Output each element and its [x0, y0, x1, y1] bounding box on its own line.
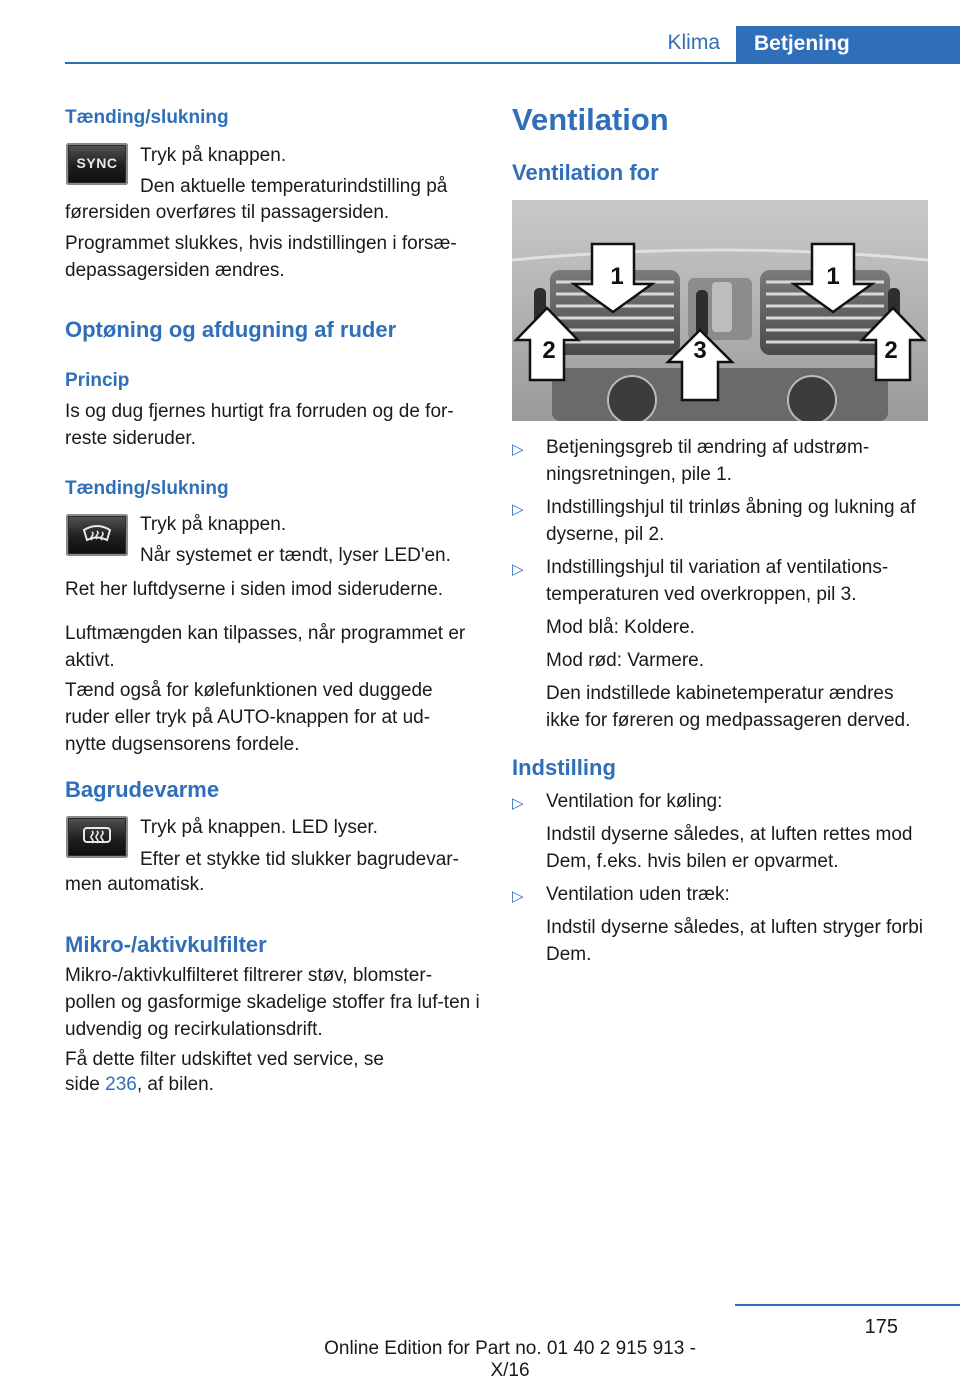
rear-window-defrost-icon: [81, 822, 113, 852]
triangle-bullet-icon: ▷: [512, 441, 524, 458]
figure-label: 2: [884, 337, 898, 364]
triangle-bullet-icon: ▷: [512, 501, 524, 518]
figure-label: 1: [610, 263, 624, 290]
list-item-subtext: Indstil dyserne således, at luften stryger forbi Dem.: [546, 917, 924, 965]
body-text: , af bilen.: [136, 1074, 214, 1095]
body-paragraph: Programmet slukkes, hvis indstillingen i forsæ-depassagersiden ændres.: [65, 233, 457, 281]
rear-window-heat-button-image: [66, 816, 128, 858]
triangle-bullet-icon: ▷: [512, 888, 524, 905]
list-item-text: Ventilation uden træk:: [546, 884, 730, 905]
body-text: men automatisk.: [65, 874, 205, 895]
section-heading: Optøning og afdugning af ruder: [65, 317, 397, 342]
bullet-list: [512, 434, 932, 734]
list-item: [512, 494, 932, 548]
footer-rule: [735, 1304, 960, 1306]
section-subheading: Princip: [65, 370, 130, 391]
section-heading: Indstilling: [512, 755, 616, 780]
list-item-subtext: Mod rød: Varmere.: [546, 650, 705, 671]
footer-edition: Online Edition for Part no. 01 40 2 915 913 - X/16: [324, 1338, 696, 1381]
page-reference-link[interactable]: 236: [105, 1074, 137, 1095]
list-item-subtext: Indstil dyserne således, at luften rettes mod Dem, f.eks. hvis bilen er opvarmet.: [546, 824, 913, 872]
sync-label: SYNC: [76, 155, 118, 171]
list-item: [512, 554, 932, 734]
body-paragraph: Luftmængden kan tilpasses, når programmet er aktivt.: [65, 623, 466, 671]
step-text: Tryk på knappen. LED lyser.: [140, 817, 378, 838]
body-text: Få dette filter udskiftet ved service, se: [65, 1049, 384, 1070]
windshield-defrost-icon: [81, 520, 113, 550]
list-item: [512, 788, 932, 875]
triangle-bullet-icon: ▷: [512, 561, 524, 578]
list-item-text: Indstillingshjul til variation af ventilations-temperaturen ved overkroppen, pil 3.: [546, 557, 889, 605]
figure-label: 2: [542, 337, 556, 364]
figure-label: 1: [826, 263, 840, 290]
body-paragraph: Is og dug fjernes hurtigt fra forruden og de for-reste sideruder.: [65, 401, 454, 449]
list-item-subtext: Den indstillede kabinetemperatur ændres ikke for føreren og medpassageren derved.: [546, 683, 911, 731]
section-subheading: Tænding/slukning: [65, 107, 229, 128]
header-tab-betjening[interactable]: Betjening: [736, 26, 960, 62]
list-item: [512, 881, 932, 968]
defrost-button-image: [66, 514, 128, 556]
body-paragraph: Mikro-/aktivkulfilteret filtrerer støv, blomster-pollen og gasformige skadelige stoffer fra luf-ten i udvendig og recirkulationsdrift.: [65, 965, 480, 1040]
sync-button-image: [66, 143, 128, 185]
section-subheading: Tænding/slukning: [65, 478, 229, 499]
body-text: [65, 1071, 214, 1098]
page-title: Ventilation: [512, 102, 669, 137]
triangle-bullet-icon: ▷: [512, 795, 524, 812]
section-heading: Ventilation for: [512, 160, 659, 185]
list-item-subtext: Mod blå: Koldere.: [546, 617, 695, 638]
step-text: Tryk på knappen.: [140, 514, 287, 535]
list-item-text: Ventilation for køling:: [546, 791, 723, 812]
section-heading: Bagrudevarme: [65, 777, 220, 802]
body-text: Efter et stykke tid slukker bagrudevar-: [140, 849, 459, 870]
list-item: [512, 434, 932, 488]
body-text: førersiden overføres til passagersiden.: [65, 202, 390, 223]
body-text: Den aktuelle temperaturindstilling på: [140, 176, 448, 197]
bullet-list: [512, 788, 932, 968]
list-item-text: Indstillingshjul til trinløs åbning og lukning af dyserne, pil 2.: [546, 497, 916, 545]
figure-label: 3: [693, 337, 707, 364]
header-rule: [65, 62, 960, 64]
header-tab-klima[interactable]: Klima: [667, 31, 720, 54]
page-number: 175: [864, 1316, 898, 1338]
body-text: Når systemet er tændt, lyser LED'en.: [140, 545, 451, 566]
body-text: side: [65, 1074, 106, 1095]
section-heading: Mikro-/aktivkulfilter: [65, 932, 267, 957]
step-text: Tryk på knappen.: [140, 145, 287, 166]
body-paragraph: Tænd også for kølefunktionen ved duggede ruder eller tryk på AUTO-knappen for at ud-nytte dugsensorens fordele.: [65, 680, 433, 755]
air-vents-figure: [512, 200, 928, 421]
list-item-text: Betjeningsgreb til ændring af udstrøm-ningsretningen, pile 1.: [546, 437, 870, 485]
body-text: Ret her luftdyserne i siden imod sideruderne.: [65, 579, 444, 600]
